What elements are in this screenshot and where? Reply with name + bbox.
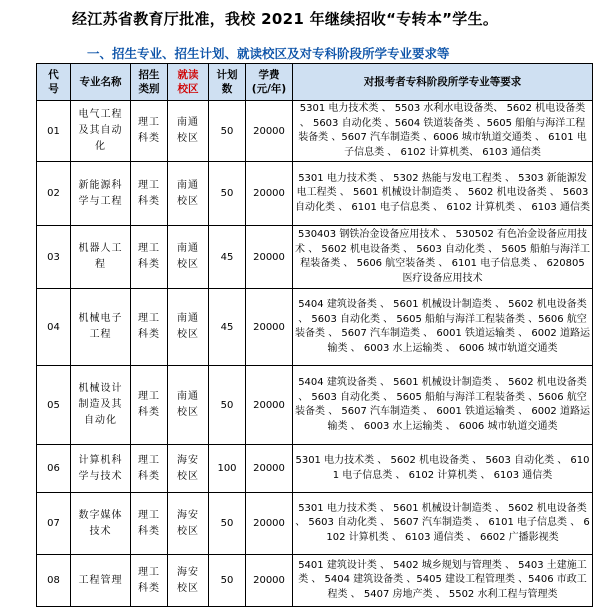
cell-fee: 20000 (246, 493, 293, 555)
cell-fee: 20000 (246, 555, 293, 607)
header-requirements: 对报考者专科阶段所学专业等要求 (293, 64, 593, 101)
cell-major-name: 数字媒体 技术 (71, 493, 131, 555)
cell-plan: 100 (209, 445, 246, 493)
cell-category: 理工 科类 (131, 289, 168, 366)
cell-plan: 50 (209, 555, 246, 607)
table-row (37, 162, 593, 226)
cell-requirements: 5301 电力技术类 、 5302 热能与发电工程类 、 5303 新能源发电工程类 、 5601 机械设计制造类 、 5602 机电设备类 、 5603 自动化类 、 6101 电子信息类 、 6102 计算机类 、 6103 通信类 (293, 162, 593, 226)
table-row (37, 445, 593, 493)
cell-fee: 20000 (246, 289, 293, 366)
cell-code: 06 (37, 445, 71, 493)
cell-category: 理工 科类 (131, 493, 168, 555)
cell-major-name: 工程管理 (71, 555, 131, 607)
cell-requirements: 5301 电力技术类 、 5602 机电设备类 、 5603 自动化类 、 6101 电子信息类 、 6102 计算机类 、 6103 通信类 (293, 445, 593, 493)
table-header-row (37, 64, 593, 101)
table-row (37, 366, 593, 445)
cell-major-name: 机械电子 工程 (71, 289, 131, 366)
cell-code: 02 (37, 162, 71, 226)
cell-code: 01 (37, 101, 71, 162)
cell-campus: 南通 校区 (168, 162, 209, 226)
cell-fee: 20000 (246, 101, 293, 162)
cell-plan: 50 (209, 101, 246, 162)
cell-category: 理工 科类 (131, 226, 168, 289)
section-title: 一、招生专业、招生计划、就读校区及对专科阶段所学专业要求等 (87, 46, 450, 61)
table-row (37, 226, 593, 289)
majors-table (36, 63, 593, 607)
cell-major-name: 机械设计 制造及其 自动化 (71, 366, 131, 445)
table-row (37, 289, 593, 366)
cell-campus: 南通 校区 (168, 289, 209, 366)
cell-fee: 20000 (246, 366, 293, 445)
cell-major-name: 计算机科 学与技术 (71, 445, 131, 493)
cell-code: 07 (37, 493, 71, 555)
cell-plan: 50 (209, 162, 246, 226)
cell-campus: 南通 校区 (168, 226, 209, 289)
table-row (37, 101, 593, 162)
cell-requirements: 5404 建筑设备类 、 5601 机械设计制造类 、 5602 机电设备类 、 5603 自动化类 、 5605 船舶与海洋工程装备类 、5606 航空装备类 、 5607 汽车制造类 、 6001 铁道运输类 、 6002 道路运输类 、 6003 水上运输类 、 6006 城市轨道交通类 (293, 289, 593, 366)
cell-requirements: 530403 钢铁冶金设备应用技术 、 530502 有色冶金设备应用技术 、 5602 机电设备类 、 5603 自动化类 、 5605 船舶与海洋工程装备类 、 5606 航空装备类 、 6101 电子信息类 、 620805 医疗设备应用技术 (293, 226, 593, 289)
cell-category: 理工 科类 (131, 162, 168, 226)
cell-code: 03 (37, 226, 71, 289)
cell-major-name: 新能源科 学与工程 (71, 162, 131, 226)
cell-campus: 南通 校区 (168, 101, 209, 162)
cell-category: 理工 科类 (131, 366, 168, 445)
cell-plan: 50 (209, 493, 246, 555)
cell-requirements: 5301 电力技术类 、 5503 水利水电设备类、 5602 机电设备类 、 5603 自动化类 、5604 铁道装备类 、5605 船舶与海洋工程装备类 、5607 汽车制造类 、6006 城市轨道交通类 、 6101 电子信息类 、 6102 计算机类、 6103 通信类 (293, 101, 593, 162)
cell-campus: 海安 校区 (168, 555, 209, 607)
header-campus: 就读 校区 (168, 64, 209, 101)
cell-fee: 20000 (246, 162, 293, 226)
cell-fee: 20000 (246, 445, 293, 493)
header-code: 代 号 (37, 64, 71, 101)
header-major-name: 专业名称 (71, 64, 131, 101)
cell-requirements: 5401 建筑设计类 、 5402 城乡规划与管理类 、 5403 土建施工类 、 5404 建筑设备类 、5405 建设工程管理类 、5406 市政工程类 、 5407 房地产类 、 5502 水利工程与管理类 (293, 555, 593, 607)
cell-category: 理工 科类 (131, 101, 168, 162)
cell-plan: 45 (209, 226, 246, 289)
cell-campus: 南通 校区 (168, 366, 209, 445)
cell-category: 理工 科类 (131, 555, 168, 607)
cell-major-name: 机器人工 程 (71, 226, 131, 289)
table-row (37, 555, 593, 607)
cell-plan: 45 (209, 289, 246, 366)
cell-requirements: 5404 建筑设备类 、 5601 机械设计制造类 、 5602 机电设备类 、 5603 自动化类 、 5605 船舶与海洋工程装备类 、5606 航空装备类 、 5607 汽车制造类 、 6001 铁道运输类 、 6002 道路运输类 、 6003 水上运输类 、 6006 城市轨道交通类 (293, 366, 593, 445)
cell-fee: 20000 (246, 226, 293, 289)
cell-campus: 海安 校区 (168, 493, 209, 555)
cell-campus: 海安 校区 (168, 445, 209, 493)
cell-code: 05 (37, 366, 71, 445)
cell-requirements: 5301 电力技术类 、 5601 机械设计制造类 、 5602 机电设备类 、 5603 自动化类 、 5607 汽车制造类 、 6101 电子信息类 、 6102 计算机类 、 6103 通信类 、 6602 广播影视类 (293, 493, 593, 555)
cell-code: 04 (37, 289, 71, 366)
header-category: 招生 类别 (131, 64, 168, 101)
cell-code: 08 (37, 555, 71, 607)
header-fee: 学费 (元/年) (246, 64, 293, 101)
header-plan: 计划 数 (209, 64, 246, 101)
cell-plan: 50 (209, 366, 246, 445)
cell-major-name: 电气工程 及其自动 化 (71, 101, 131, 162)
intro-text: 经江苏省教育厅批准，我校 2021 年继续招收“专转本”学生。 (72, 10, 499, 28)
cell-category: 理工 科类 (131, 445, 168, 493)
table-row (37, 493, 593, 555)
